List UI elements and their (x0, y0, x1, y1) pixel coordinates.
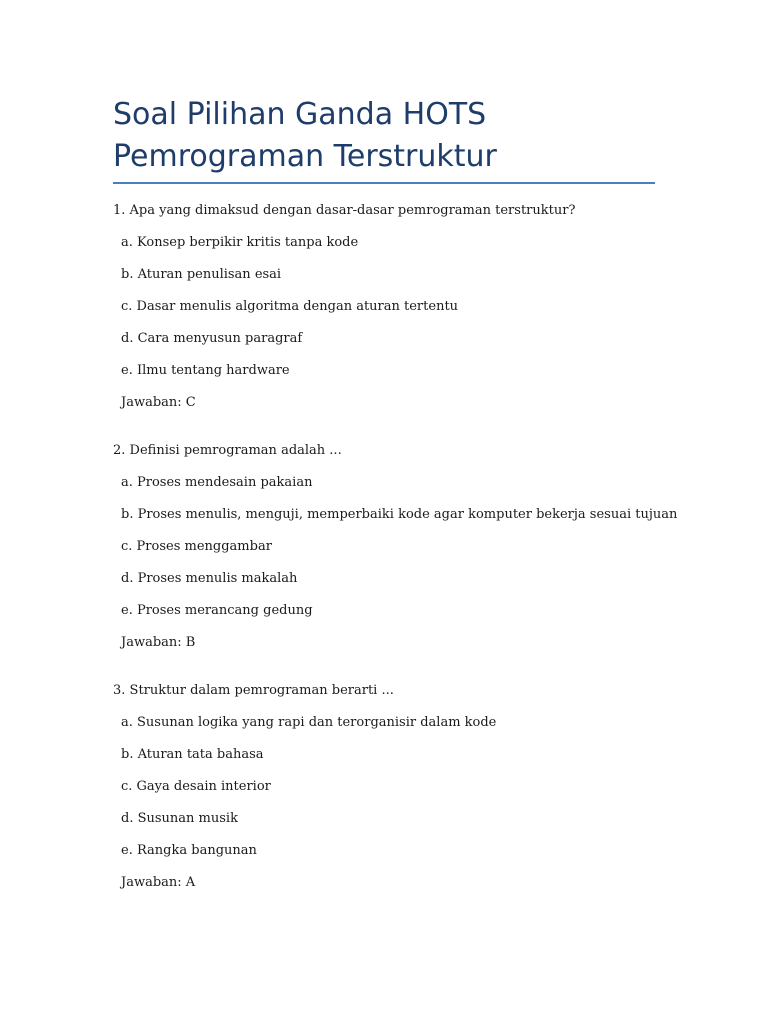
option-c: c. Dasar menulis algoritma dengan aturan tertentu (121, 299, 459, 314)
document-page (113, 94, 678, 923)
option-e: e. Rangka bangunan (121, 843, 257, 858)
option-b: b. Proses menulis, menguji, memperbaiki kode agar komputer bekerja sesuai tujuan (121, 507, 678, 522)
option-a: a. Susunan logika yang rapi dan terorganisir dalam kode (121, 715, 497, 730)
option-a: a. Konsep berpikir kritis tanpa kode (121, 235, 359, 250)
answer-key: Jawaban: C (121, 395, 196, 410)
option-c: c. Gaya desain interior (121, 779, 271, 794)
title-underline (113, 182, 655, 184)
option-d: d. Proses menulis makalah (121, 571, 298, 586)
option-d: d. Cara menyusun paragraf (121, 331, 303, 346)
question-list (113, 203, 678, 891)
option-b: b. Aturan penulisan esai (121, 267, 282, 282)
question-3 (113, 683, 655, 891)
document-title: Soal Pilihan Ganda HOTS Pemrograman Terstruktur (113, 97, 497, 174)
option-d: d. Susunan musik (121, 811, 238, 826)
question-prompt: 3. Struktur dalam pemrograman berarti ... (113, 683, 394, 698)
option-b: b. Aturan tata bahasa (121, 747, 264, 762)
option-e: e. Ilmu tentang hardware (121, 363, 290, 378)
question-prompt: 2. Definisi pemrograman adalah ... (113, 443, 342, 458)
question-1 (113, 203, 655, 411)
answer-key: Jawaban: B (121, 635, 196, 650)
option-e: e. Proses merancang gedung (121, 603, 313, 618)
option-a: a. Proses mendesain pakaian (121, 475, 313, 490)
option-c: c. Proses menggambar (121, 539, 272, 554)
question-2 (113, 443, 678, 651)
question-prompt: 1. Apa yang dimaksud dengan dasar-dasar pemrograman terstruktur? (113, 203, 576, 218)
answer-key: Jawaban: A (121, 875, 196, 890)
